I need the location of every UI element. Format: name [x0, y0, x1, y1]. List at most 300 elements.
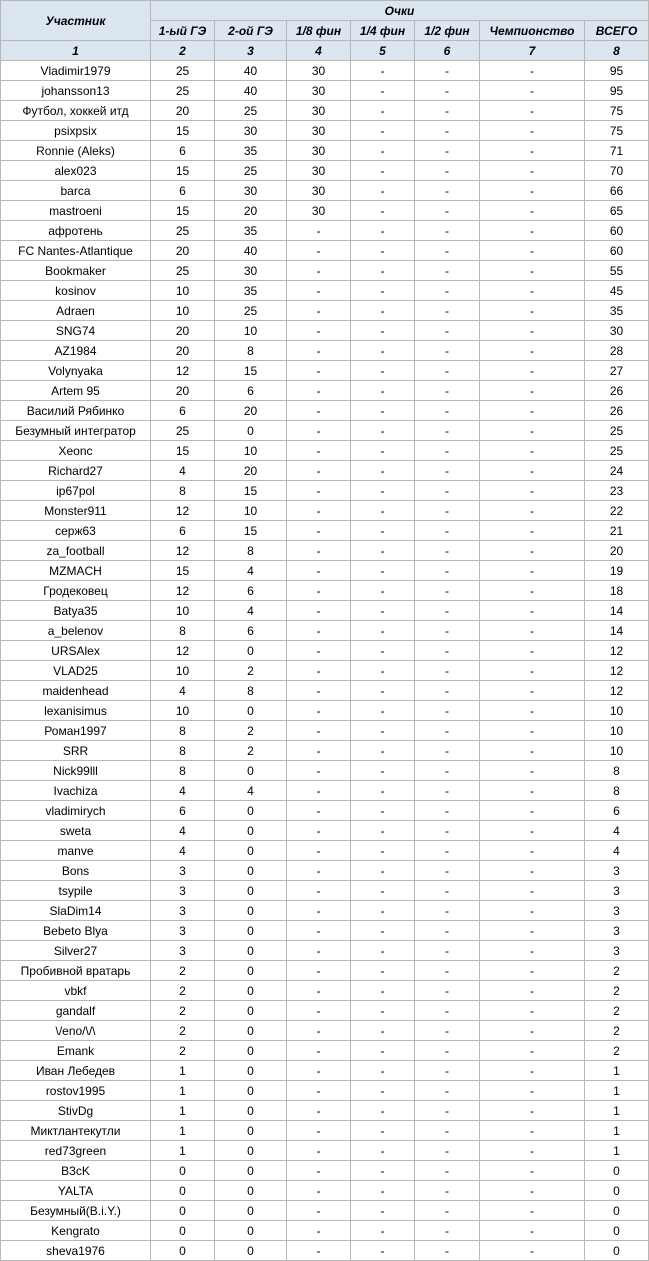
score-quarterfinal: -: [351, 501, 415, 521]
score-round-of-16: -: [287, 261, 351, 281]
score-group-stage-1: 8: [151, 761, 215, 781]
score-group-stage-1: 3: [151, 921, 215, 941]
score-round-of-16: -: [287, 541, 351, 561]
score-group-stage-2: 0: [215, 861, 287, 881]
score-group-stage-2: 0: [215, 901, 287, 921]
score-round-of-16: -: [287, 461, 351, 481]
score-group-stage-2: 0: [215, 921, 287, 941]
score-semifinal: -: [415, 101, 480, 121]
column-number: 6: [415, 41, 480, 61]
score-group-stage-1: 2: [151, 961, 215, 981]
score-group-stage-1: 12: [151, 361, 215, 381]
score-group-stage-2: 30: [215, 121, 287, 141]
score-group-stage-1: 15: [151, 201, 215, 221]
score-group-stage-1: 0: [151, 1161, 215, 1181]
score-total: 0: [585, 1241, 649, 1261]
score-quarterfinal: -: [351, 721, 415, 741]
score-quarterfinal: -: [351, 601, 415, 621]
score-round-of-16: -: [287, 281, 351, 301]
participant-name: Artem 95: [1, 381, 151, 401]
score-total: 24: [585, 461, 649, 481]
table-row: [1, 861, 649, 881]
participant-name: StivDg: [1, 1101, 151, 1121]
table-row: [1, 981, 649, 1001]
score-quarterfinal: -: [351, 221, 415, 241]
score-round-of-16: -: [287, 321, 351, 341]
header-row-top: [1, 1, 649, 21]
score-championship: -: [480, 841, 585, 861]
score-round-of-16: 30: [287, 201, 351, 221]
score-championship: -: [480, 761, 585, 781]
score-quarterfinal: -: [351, 621, 415, 641]
score-group-stage-1: 8: [151, 741, 215, 761]
score-round-of-16: -: [287, 661, 351, 681]
score-championship: -: [480, 861, 585, 881]
score-semifinal: -: [415, 161, 480, 181]
score-round-of-16: -: [287, 1221, 351, 1241]
score-semifinal: -: [415, 341, 480, 361]
score-quarterfinal: -: [351, 741, 415, 761]
score-total: 0: [585, 1221, 649, 1241]
score-total: 8: [585, 761, 649, 781]
participant-name: lexanisimus: [1, 701, 151, 721]
column-number: 8: [585, 41, 649, 61]
score-quarterfinal: -: [351, 781, 415, 801]
score-quarterfinal: -: [351, 341, 415, 361]
score-semifinal: -: [415, 681, 480, 701]
participant-name: ip67pol: [1, 481, 151, 501]
score-total: 10: [585, 701, 649, 721]
table-row: [1, 921, 649, 941]
score-group-stage-1: 1: [151, 1081, 215, 1101]
score-group-stage-1: 1: [151, 1061, 215, 1081]
table-row: [1, 221, 649, 241]
score-group-stage-2: 0: [215, 1101, 287, 1121]
score-quarterfinal: -: [351, 161, 415, 181]
score-group-stage-2: 4: [215, 781, 287, 801]
participant-name: za_football: [1, 541, 151, 561]
score-quarterfinal: -: [351, 581, 415, 601]
score-quarterfinal: -: [351, 141, 415, 161]
score-semifinal: -: [415, 521, 480, 541]
column-number-row: [1, 41, 649, 61]
participant-name: tsypile: [1, 881, 151, 901]
score-group-stage-2: 40: [215, 241, 287, 261]
score-group-stage-1: 6: [151, 401, 215, 421]
score-quarterfinal: -: [351, 481, 415, 501]
score-quarterfinal: -: [351, 881, 415, 901]
score-group-stage-1: 4: [151, 681, 215, 701]
participant-name: Bons: [1, 861, 151, 881]
score-semifinal: -: [415, 801, 480, 821]
participant-name: vbkf: [1, 981, 151, 1001]
score-championship: -: [480, 1001, 585, 1021]
score-quarterfinal: -: [351, 981, 415, 1001]
table-row: [1, 1101, 649, 1121]
score-group-stage-1: 20: [151, 341, 215, 361]
score-round-of-16: 30: [287, 61, 351, 81]
score-semifinal: -: [415, 961, 480, 981]
score-total: 35: [585, 301, 649, 321]
score-semifinal: -: [415, 221, 480, 241]
score-total: 1: [585, 1101, 649, 1121]
score-total: 2: [585, 1021, 649, 1041]
score-quarterfinal: -: [351, 641, 415, 661]
score-total: 26: [585, 381, 649, 401]
score-championship: -: [480, 361, 585, 381]
score-group-stage-1: 20: [151, 241, 215, 261]
score-semifinal: -: [415, 501, 480, 521]
participant-name: Василий Рябинко: [1, 401, 151, 421]
score-round-of-16: 30: [287, 101, 351, 121]
participant-header: Участник: [1, 1, 151, 41]
score-championship: -: [480, 321, 585, 341]
table-row: [1, 121, 649, 141]
participant-name: Vladimir1979: [1, 61, 151, 81]
score-group-stage-1: 25: [151, 221, 215, 241]
table-row: [1, 901, 649, 921]
score-group-stage-1: 1: [151, 1101, 215, 1121]
table-row: [1, 181, 649, 201]
participant-name: AZ1984: [1, 341, 151, 361]
table-row: [1, 1201, 649, 1221]
column-number: 4: [287, 41, 351, 61]
score-group-stage-2: 35: [215, 141, 287, 161]
score-championship: -: [480, 901, 585, 921]
score-semifinal: -: [415, 1201, 480, 1221]
score-quarterfinal: -: [351, 1161, 415, 1181]
score-total: 66: [585, 181, 649, 201]
participant-name: URSAlex: [1, 641, 151, 661]
score-round-of-16: -: [287, 801, 351, 821]
score-quarterfinal: -: [351, 541, 415, 561]
score-championship: -: [480, 741, 585, 761]
score-round-of-16: 30: [287, 141, 351, 161]
score-semifinal: -: [415, 441, 480, 461]
score-championship: -: [480, 521, 585, 541]
score-championship: -: [480, 181, 585, 201]
score-quarterfinal: -: [351, 201, 415, 221]
score-quarterfinal: -: [351, 101, 415, 121]
score-quarterfinal: -: [351, 1121, 415, 1141]
column-header-round-of-16: 1/8 фин: [287, 21, 351, 41]
table-row: [1, 481, 649, 501]
score-group-stage-2: 0: [215, 821, 287, 841]
participant-name: SNG74: [1, 321, 151, 341]
score-group-stage-2: 0: [215, 1061, 287, 1081]
score-total: 1: [585, 1141, 649, 1161]
score-total: 14: [585, 601, 649, 621]
score-championship: -: [480, 661, 585, 681]
score-championship: -: [480, 1081, 585, 1101]
score-group-stage-2: 0: [215, 1081, 287, 1101]
score-quarterfinal: -: [351, 1041, 415, 1061]
score-total: 25: [585, 441, 649, 461]
score-group-stage-1: 15: [151, 561, 215, 581]
score-group-stage-2: 0: [215, 1221, 287, 1241]
score-quarterfinal: -: [351, 861, 415, 881]
score-total: 70: [585, 161, 649, 181]
score-group-stage-1: 10: [151, 701, 215, 721]
score-total: 19: [585, 561, 649, 581]
participant-name: Kengrato: [1, 1221, 151, 1241]
score-round-of-16: -: [287, 921, 351, 941]
score-group-stage-2: 0: [215, 641, 287, 661]
table-row: [1, 261, 649, 281]
score-championship: -: [480, 141, 585, 161]
score-championship: -: [480, 721, 585, 741]
score-round-of-16: -: [287, 521, 351, 541]
score-championship: -: [480, 101, 585, 121]
score-semifinal: -: [415, 321, 480, 341]
score-semifinal: -: [415, 1001, 480, 1021]
score-semifinal: -: [415, 1101, 480, 1121]
score-championship: -: [480, 421, 585, 441]
table-row: [1, 721, 649, 741]
column-header-quarterfinal: 1/4 фин: [351, 21, 415, 41]
score-championship: -: [480, 641, 585, 661]
score-round-of-16: -: [287, 821, 351, 841]
score-semifinal: -: [415, 81, 480, 101]
score-semifinal: -: [415, 201, 480, 221]
score-group-stage-2: 0: [215, 701, 287, 721]
score-group-stage-2: 40: [215, 81, 287, 101]
table-row: [1, 161, 649, 181]
score-round-of-16: 30: [287, 121, 351, 141]
participant-name: rostov1995: [1, 1081, 151, 1101]
score-total: 14: [585, 621, 649, 641]
score-group-stage-1: 6: [151, 801, 215, 821]
score-group-stage-1: 4: [151, 461, 215, 481]
score-round-of-16: -: [287, 841, 351, 861]
score-semifinal: -: [415, 541, 480, 561]
score-group-stage-1: 0: [151, 1241, 215, 1261]
column-header-total: ВСЕГО: [585, 21, 649, 41]
score-round-of-16: -: [287, 1081, 351, 1101]
score-group-stage-2: 25: [215, 161, 287, 181]
score-round-of-16: -: [287, 861, 351, 881]
participant-name: Безумный интегратор: [1, 421, 151, 441]
score-championship: -: [480, 301, 585, 321]
score-group-stage-1: 3: [151, 901, 215, 921]
score-semifinal: -: [415, 781, 480, 801]
score-championship: -: [480, 261, 585, 281]
table-row: [1, 141, 649, 161]
score-championship: -: [480, 701, 585, 721]
score-semifinal: -: [415, 581, 480, 601]
table-row: [1, 781, 649, 801]
score-round-of-16: -: [287, 361, 351, 381]
score-group-stage-2: 30: [215, 181, 287, 201]
score-round-of-16: -: [287, 981, 351, 1001]
score-semifinal: -: [415, 1121, 480, 1141]
score-championship: -: [480, 781, 585, 801]
participant-name: Миктлантекутли: [1, 1121, 151, 1141]
score-championship: -: [480, 201, 585, 221]
score-group-stage-2: 10: [215, 501, 287, 521]
score-championship: -: [480, 341, 585, 361]
participant-name: barca: [1, 181, 151, 201]
table-row: [1, 561, 649, 581]
score-group-stage-2: 2: [215, 661, 287, 681]
participant-name: Silver27: [1, 941, 151, 961]
score-group-stage-2: 35: [215, 281, 287, 301]
score-group-stage-2: 0: [215, 1001, 287, 1021]
score-group-stage-1: 6: [151, 141, 215, 161]
score-group-stage-2: 0: [215, 1021, 287, 1041]
participant-name: Пробивной вратарь: [1, 961, 151, 981]
score-championship: -: [480, 161, 585, 181]
score-quarterfinal: -: [351, 1061, 415, 1081]
score-total: 28: [585, 341, 649, 361]
participant-name: Volynyaka: [1, 361, 151, 381]
score-round-of-16: -: [287, 901, 351, 921]
score-group-stage-2: 25: [215, 101, 287, 121]
participant-name: B3cK: [1, 1161, 151, 1181]
column-header-championship: Чемпионство: [480, 21, 585, 41]
table-row: [1, 521, 649, 541]
score-championship: -: [480, 401, 585, 421]
table-row: [1, 1041, 649, 1061]
participant-name: Иван Лебедев: [1, 1061, 151, 1081]
table-row: [1, 461, 649, 481]
score-total: 2: [585, 1041, 649, 1061]
score-championship: -: [480, 281, 585, 301]
table-row: [1, 1061, 649, 1081]
score-group-stage-2: 6: [215, 581, 287, 601]
table-row: [1, 661, 649, 681]
score-group-stage-2: 15: [215, 481, 287, 501]
score-total: 0: [585, 1161, 649, 1181]
score-group-stage-2: 20: [215, 401, 287, 421]
table-row: [1, 81, 649, 101]
participant-name: sheva1976: [1, 1241, 151, 1261]
score-group-stage-2: 6: [215, 621, 287, 641]
score-semifinal: -: [415, 901, 480, 921]
score-semifinal: -: [415, 821, 480, 841]
score-championship: -: [480, 461, 585, 481]
score-round-of-16: -: [287, 1101, 351, 1121]
participant-name: афротень: [1, 221, 151, 241]
score-semifinal: -: [415, 1061, 480, 1081]
participant-name: Xeonc: [1, 441, 151, 461]
score-semifinal: -: [415, 941, 480, 961]
score-championship: -: [480, 1101, 585, 1121]
score-total: 55: [585, 261, 649, 281]
score-group-stage-1: 3: [151, 881, 215, 901]
score-championship: -: [480, 561, 585, 581]
score-total: 3: [585, 861, 649, 881]
score-total: 1: [585, 1061, 649, 1081]
score-round-of-16: -: [287, 561, 351, 581]
participant-name: Batya35: [1, 601, 151, 621]
score-round-of-16: -: [287, 681, 351, 701]
table-row: [1, 801, 649, 821]
score-semifinal: -: [415, 641, 480, 661]
score-total: 18: [585, 581, 649, 601]
score-total: 95: [585, 61, 649, 81]
score-championship: -: [480, 681, 585, 701]
score-quarterfinal: -: [351, 1221, 415, 1241]
score-group-stage-1: 8: [151, 721, 215, 741]
score-group-stage-1: 3: [151, 941, 215, 961]
score-group-stage-1: 0: [151, 1201, 215, 1221]
score-semifinal: -: [415, 481, 480, 501]
score-quarterfinal: -: [351, 1181, 415, 1201]
score-total: 2: [585, 961, 649, 981]
score-group-stage-1: 8: [151, 621, 215, 641]
score-round-of-16: -: [287, 1241, 351, 1261]
score-round-of-16: -: [287, 381, 351, 401]
score-group-stage-2: 0: [215, 761, 287, 781]
score-quarterfinal: -: [351, 461, 415, 481]
score-round-of-16: -: [287, 621, 351, 641]
participant-name: manve: [1, 841, 151, 861]
score-championship: -: [480, 821, 585, 841]
participant-name: alex023: [1, 161, 151, 181]
score-semifinal: -: [415, 1221, 480, 1241]
table-row: [1, 321, 649, 341]
participant-name: MZMACH: [1, 561, 151, 581]
score-group-stage-1: 2: [151, 1021, 215, 1041]
score-championship: -: [480, 921, 585, 941]
score-total: 23: [585, 481, 649, 501]
score-championship: -: [480, 121, 585, 141]
score-quarterfinal: -: [351, 181, 415, 201]
score-championship: -: [480, 1041, 585, 1061]
score-group-stage-1: 10: [151, 661, 215, 681]
score-group-stage-2: 0: [215, 841, 287, 861]
score-group-stage-2: 30: [215, 261, 287, 281]
participant-name: FC Nantes-Atlantique: [1, 241, 151, 261]
participant-name: SlaDim14: [1, 901, 151, 921]
score-semifinal: -: [415, 181, 480, 201]
score-total: 30: [585, 321, 649, 341]
score-group-stage-2: 0: [215, 1181, 287, 1201]
table-row: [1, 361, 649, 381]
score-quarterfinal: -: [351, 1001, 415, 1021]
score-round-of-16: 30: [287, 81, 351, 101]
score-semifinal: -: [415, 881, 480, 901]
table-row: [1, 741, 649, 761]
score-total: 3: [585, 941, 649, 961]
score-championship: -: [480, 881, 585, 901]
score-quarterfinal: -: [351, 81, 415, 101]
score-group-stage-1: 20: [151, 381, 215, 401]
score-total: 1: [585, 1121, 649, 1141]
score-semifinal: -: [415, 601, 480, 621]
score-group-stage-2: 0: [215, 1241, 287, 1261]
table-row: [1, 761, 649, 781]
score-round-of-16: -: [287, 1121, 351, 1141]
score-total: 12: [585, 681, 649, 701]
score-semifinal: -: [415, 1021, 480, 1041]
participant-name: VLAD25: [1, 661, 151, 681]
participant-name: серж63: [1, 521, 151, 541]
table-row: [1, 281, 649, 301]
score-group-stage-2: 0: [215, 1161, 287, 1181]
score-round-of-16: -: [287, 581, 351, 601]
table-row: [1, 541, 649, 561]
participant-name: psixpsix: [1, 121, 151, 141]
table-row: [1, 1161, 649, 1181]
score-total: 3: [585, 921, 649, 941]
score-group-stage-2: 0: [215, 421, 287, 441]
score-total: 12: [585, 641, 649, 661]
score-group-stage-1: 12: [151, 501, 215, 521]
score-total: 95: [585, 81, 649, 101]
score-group-stage-1: 6: [151, 521, 215, 541]
